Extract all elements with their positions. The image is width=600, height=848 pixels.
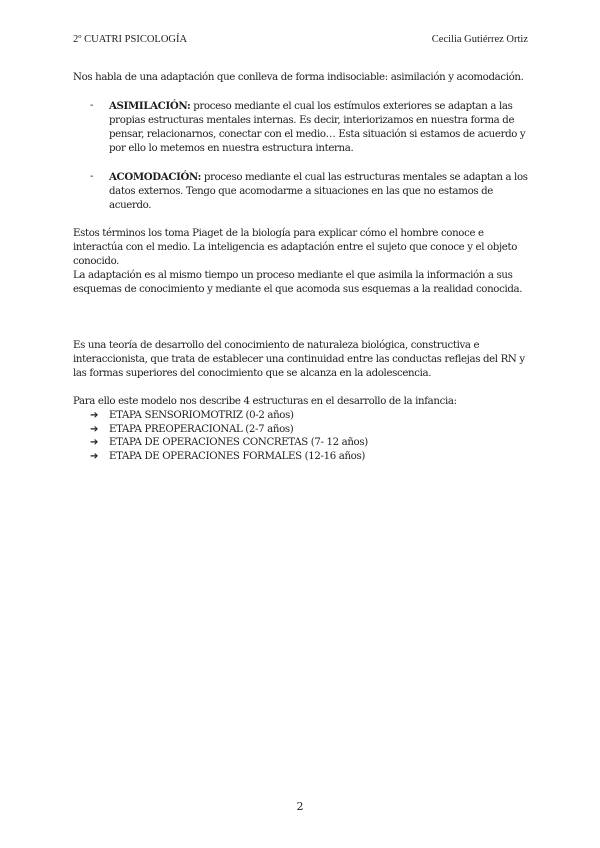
dash-bullet: - (90, 171, 94, 182)
arrow-right-icon: ➔ (90, 437, 99, 448)
arrow-right-icon: ➔ (90, 410, 99, 421)
paragraph-teoria: Es una teoría de desarrollo del conocimiento de naturaleza biológica, constructiva e interaccionista, que trata de establecer una continuidad entre las conductas reflejas del RN y las formas superiores del conocimiento que se alcanza en la adolescencia. (73, 340, 525, 379)
dash-bullet: - (90, 100, 94, 111)
document-body (73, 71, 535, 463)
intro-paragraph: Nos habla de una adaptación que conlleva de forma indisociable: asimilación y acomodación. (73, 72, 524, 83)
definition-acomodacion (73, 170, 535, 213)
paragraph-piaget: Estos términos los toma Piaget de la biología para explicar cómo el hombre conoce e interactúa con el medio. La inteligencia es adaptación entre el sujeto que conoce y el objeto conocido. (73, 228, 517, 267)
stage-item (73, 409, 535, 423)
header-author: Cecilia Gutiérrez Ortiz (431, 34, 528, 45)
paragraph-adaptacion: La adaptación es al mismo tiempo un proceso mediante el que asimila la información a sus esquemas de conocimiento y mediante el que acomoda sus esquemas a la realidad conocida. (73, 270, 523, 295)
page-number: 2 (296, 800, 304, 813)
stage-item (73, 450, 535, 464)
stage-item (73, 436, 535, 450)
stage-label: ETAPA DE OPERACIONES CONCRETAS (7- 12 años) (109, 437, 368, 448)
definitions-list (73, 99, 535, 213)
definition-text: proceso mediante el cual las estructuras mentales se adaptan a los datos externos. Tengo que acomodarme a situaciones en las que no estamos de acuerdo. (109, 172, 528, 211)
header-course: 2º CUATRI PSICOLOGÍA (73, 34, 188, 45)
page-header (73, 34, 528, 50)
term-asimilacion: ASIMILACIÓN: (109, 100, 191, 112)
definition-text: proceso mediante el cual los estímulos exteriores se adaptan a las propias estructuras mentales internas. Es decir, interiorizamos en nuestra forma de pensar, relacionarnos, conectar con el medio… Esta situación si estamos de acuerdo y por ello lo metemos en nuestra estructura interna. (109, 101, 526, 154)
stage-label: ETAPA DE OPERACIONES FORMALES (12-16 años) (109, 450, 365, 462)
arrow-right-icon: ➔ (90, 423, 99, 435)
definition-asimilacion (73, 99, 535, 156)
term-acomodacion: ACOMODACIÓN: (109, 171, 202, 183)
stage-label: ETAPA PREOPERACIONAL (2-7 años) (109, 423, 294, 435)
stage-item (73, 423, 535, 437)
paragraph-modelo: Para ello este modelo nos describe 4 estructuras en el desarrollo de la infancia: (73, 396, 457, 407)
stages-list (73, 409, 535, 463)
arrow-right-icon: ➔ (90, 450, 99, 462)
stage-label: ETAPA SENSORIOMOTRIZ (0-2 años) (109, 410, 294, 421)
